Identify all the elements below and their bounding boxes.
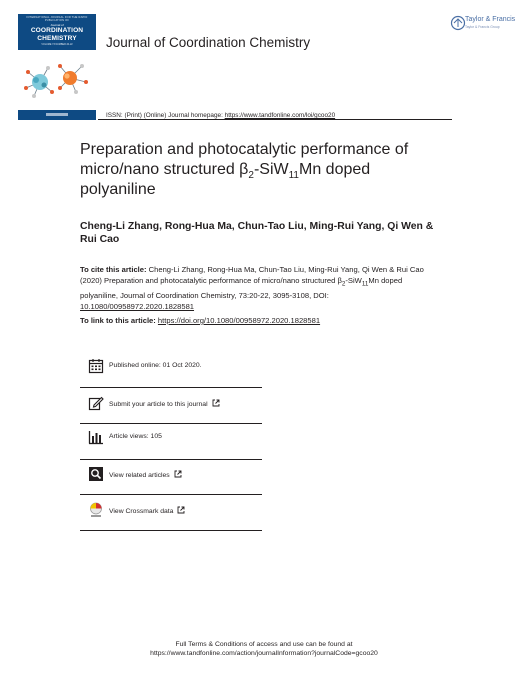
title-part2: -SiW — [253, 161, 289, 178]
cover-section: Journal of — [50, 23, 64, 27]
bar-chart-icon — [88, 429, 104, 445]
submit-article-label: Submit your article to this journal — [109, 401, 208, 408]
journal-cover[interactable] — [18, 14, 96, 112]
cover-bottom-line: VOLUME 73 NUMBER 20-22 — [41, 43, 73, 47]
cite-doi-link[interactable]: 10.1080/00958972.2020.1828581 — [80, 301, 195, 311]
footer-terms-link[interactable]: https://www.tandfonline.com/action/journalInformation?journalCode=gcoo20 — [150, 650, 378, 657]
edit-icon — [88, 395, 104, 411]
related-articles-icon — [88, 466, 104, 482]
info-separator — [80, 387, 262, 388]
article-title — [80, 140, 440, 200]
cover-name-line1: COORDINATION — [30, 27, 84, 34]
issn-line — [106, 112, 335, 119]
calendar-icon — [88, 358, 104, 374]
info-separator — [80, 530, 262, 531]
journal-homepage-link[interactable]: https://www.tandfonline.com/loi/gcoo20 — [224, 112, 336, 119]
journal-title: Journal of Coordination Chemistry — [106, 35, 311, 50]
cover-banner — [18, 14, 96, 50]
external-link-icon — [177, 506, 185, 514]
crossmark-icon — [88, 502, 104, 518]
title-subscript1: 2 — [248, 170, 254, 182]
cover-top-line: INTERNATIONAL JOURNAL FOR THE RAPID PUBLICATION OF — [26, 16, 88, 22]
crossmark-link[interactable] — [109, 506, 185, 515]
info-separator — [80, 494, 262, 495]
cite-text-a: Cheng-Li Zhang, Rong-Hua Ma, Chun-Tao Liu, Ming-Rui Yang, Qi Wen & Rui Cao (2020) Preparation and photocatalytic performance of micro/nano structured β — [80, 265, 424, 285]
link-label: To link to this article: — [80, 316, 158, 325]
cite-text-c: Mn doped polyaniline, Journal of Coordination Chemistry, 73:20-22, 3095-3108, DOI: — [80, 276, 403, 300]
article-doi-link[interactable]: https://doi.org/10.1080/00958972.2020.1828581 — [157, 316, 321, 325]
article-views-text: Article views: 105 — [109, 433, 162, 440]
external-link-icon — [212, 399, 220, 407]
related-articles-label: View related articles — [109, 472, 170, 479]
publisher-subtitle: Taylor & Francis Group — [465, 25, 500, 29]
title-part1: Preparation and photocatalytic performance of micro/nano structured β — [80, 141, 409, 178]
article-authors: Cheng-Li Zhang, Rong-Hua Ma, Chun-Tao Liu, Ming-Rui Yang, Qi Wen & Rui Cao — [80, 221, 434, 245]
footer-terms-text: Full Terms & Conditions of access and use can be found at — [175, 641, 353, 648]
published-date-text: Published online: 01 Oct 2020. — [109, 362, 202, 369]
cover-molecule-image — [18, 52, 96, 108]
title-subscript2: 11 — [288, 170, 299, 182]
title-part3: Mn doped polyaniline — [80, 161, 371, 198]
cite-text-b: -SiW — [345, 276, 362, 285]
info-separator — [80, 459, 262, 460]
related-articles-link[interactable] — [109, 470, 182, 479]
cover-name-line2: CHEMISTRY — [37, 34, 77, 42]
citation-block — [80, 264, 438, 312]
external-link-icon — [174, 470, 182, 478]
submit-article-link[interactable] — [109, 399, 220, 408]
cite-subscript2: 11 — [361, 280, 369, 288]
cite-subscript1: 2 — [341, 280, 346, 288]
header-rule — [98, 119, 452, 120]
publisher-name: Taylor & Francis — [465, 16, 516, 23]
info-separator — [80, 423, 262, 424]
cite-label: To cite this article: — [80, 265, 149, 274]
crossmark-label: View Crossmark data — [109, 508, 174, 515]
article-link-row — [80, 316, 320, 325]
issn-text: ISSN: (Print) (Online) Journal homepage: — [106, 112, 225, 119]
footer — [0, 640, 528, 658]
header-blue-bar — [18, 110, 96, 120]
